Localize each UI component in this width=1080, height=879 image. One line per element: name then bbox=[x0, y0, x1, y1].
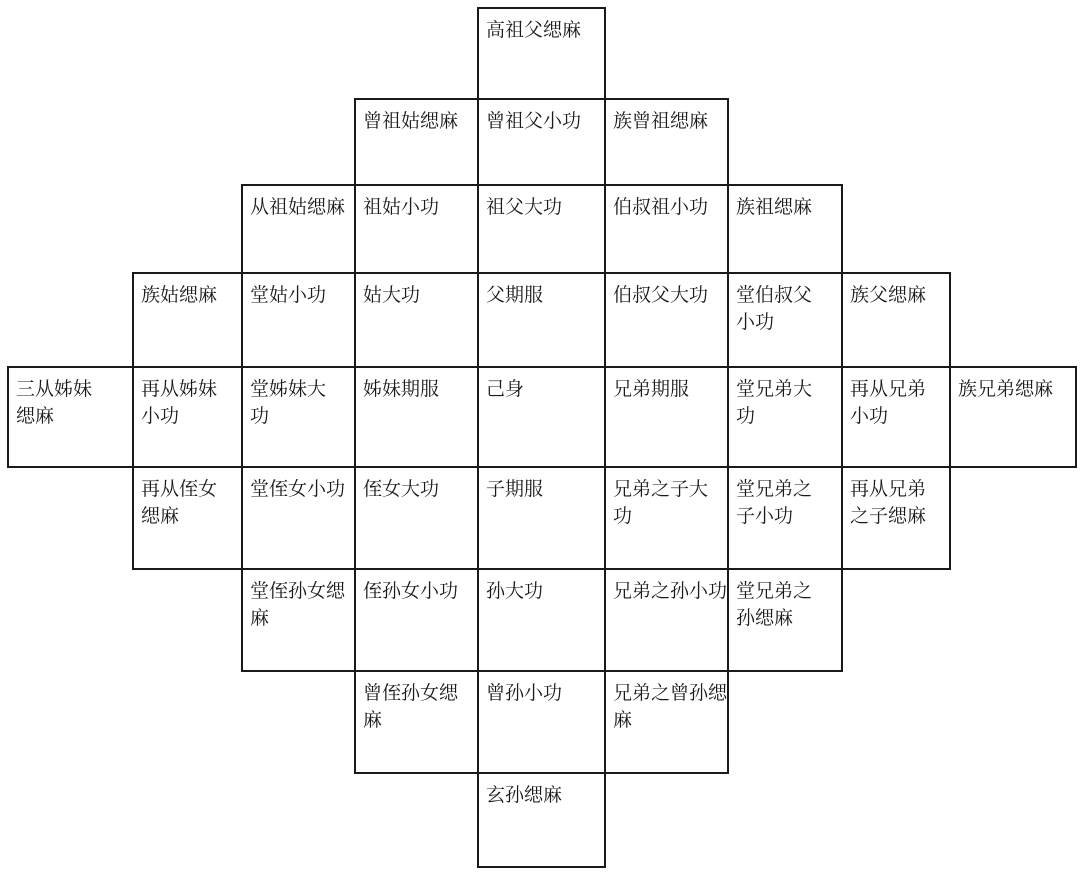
kinship-label: 兄弟之子大 功 bbox=[613, 478, 709, 527]
kinship-label: 姊妹期服 bbox=[363, 378, 440, 400]
kinship-label: 兄弟之孙小功 bbox=[613, 580, 728, 602]
kinship-label: 族兄弟缌麻 bbox=[958, 378, 1054, 400]
kinship-cell bbox=[354, 670, 479, 774]
kinship-cell bbox=[477, 772, 606, 868]
kinship-label: 族祖缌麻 bbox=[736, 196, 813, 218]
kinship-label: 曾祖父小功 bbox=[486, 110, 582, 132]
kinship-label: 堂兄弟大 功 bbox=[736, 378, 813, 427]
kinship-label: 兄弟之曾孙缌 麻 bbox=[613, 682, 728, 731]
kinship-cell bbox=[604, 272, 729, 368]
kinship-label: 族父缌麻 bbox=[850, 284, 927, 306]
kinship-label: 姑大功 bbox=[363, 284, 421, 306]
kinship-label: 父期服 bbox=[486, 284, 544, 306]
kinship-cell bbox=[604, 366, 729, 468]
kinship-cell bbox=[727, 272, 843, 368]
kinship-cell bbox=[841, 466, 951, 570]
kinship-label: 伯叔父大功 bbox=[613, 284, 709, 306]
kinship-cell bbox=[354, 98, 479, 186]
kinship-cell bbox=[477, 670, 606, 774]
kinship-cell bbox=[7, 366, 134, 468]
kinship-cell bbox=[241, 272, 356, 368]
kinship-cell bbox=[132, 466, 243, 570]
kinship-cell bbox=[477, 568, 606, 672]
kinship-label: 族曾祖缌麻 bbox=[613, 110, 709, 132]
kinship-cell bbox=[241, 366, 356, 468]
kinship-label: 堂侄孙女缌 麻 bbox=[250, 580, 346, 629]
kinship-cell bbox=[132, 272, 243, 368]
kinship-cell bbox=[132, 366, 243, 468]
kinship-cell bbox=[841, 366, 951, 468]
kinship-cell bbox=[241, 184, 356, 274]
kinship-cell bbox=[354, 272, 479, 368]
kinship-cell bbox=[477, 98, 606, 186]
kinship-label: 堂姊妹大 功 bbox=[250, 378, 327, 427]
kinship-label: 再从兄弟 之子缌麻 bbox=[850, 478, 927, 527]
kinship-cell bbox=[354, 568, 479, 672]
kinship-cell bbox=[604, 568, 729, 672]
kinship-label: 三从姊妹 缌麻 bbox=[16, 378, 93, 427]
kinship-label: 曾侄孙女缌 麻 bbox=[363, 682, 459, 731]
kinship-cell bbox=[727, 184, 843, 274]
kinship-label: 堂姑小功 bbox=[250, 284, 327, 306]
kinship-label: 堂伯叔父 小功 bbox=[736, 284, 813, 333]
kinship-cell bbox=[949, 366, 1077, 468]
kinship-label: 己身 bbox=[486, 378, 525, 400]
kinship-cell bbox=[604, 98, 729, 186]
kinship-label: 再从侄女 缌麻 bbox=[141, 478, 218, 527]
kinship-label: 堂兄弟之 孙缌麻 bbox=[736, 580, 813, 629]
kinship-cell bbox=[477, 184, 606, 274]
kinship-cell bbox=[241, 568, 356, 672]
kinship-label: 从祖姑缌麻 bbox=[250, 196, 346, 218]
kinship-label: 祖姑小功 bbox=[363, 196, 440, 218]
kinship-cell bbox=[727, 466, 843, 570]
kinship-cell bbox=[604, 466, 729, 570]
kinship-label: 孙大功 bbox=[486, 580, 544, 602]
kinship-cell bbox=[241, 466, 356, 570]
kinship-label: 堂侄女小功 bbox=[250, 478, 346, 500]
kinship-label: 高祖父缌麻 bbox=[486, 19, 582, 41]
kinship-cell bbox=[727, 568, 843, 672]
kinship-label: 再从姊妹 小功 bbox=[141, 378, 218, 427]
kinship-label: 伯叔祖小功 bbox=[613, 196, 709, 218]
kinship-label: 再从兄弟 小功 bbox=[850, 378, 927, 427]
kinship-cell bbox=[727, 366, 843, 468]
kinship-label: 侄孙女小功 bbox=[363, 580, 459, 602]
kinship-label: 兄弟期服 bbox=[613, 378, 690, 400]
kinship-cell bbox=[604, 670, 729, 774]
kinship-label: 侄女大功 bbox=[363, 478, 440, 500]
kinship-cell bbox=[354, 184, 479, 274]
kinship-label: 堂兄弟之 子小功 bbox=[736, 478, 813, 527]
kinship-cell bbox=[354, 466, 479, 570]
kinship-label: 族姑缌麻 bbox=[141, 284, 218, 306]
kinship-cell bbox=[477, 7, 606, 100]
kinship-label: 玄孙缌麻 bbox=[486, 784, 563, 806]
kinship-cell bbox=[477, 366, 606, 468]
kinship-cell bbox=[604, 184, 729, 274]
kinship-label: 子期服 bbox=[486, 478, 544, 500]
kinship-cell bbox=[354, 366, 479, 468]
kinship-label: 曾祖姑缌麻 bbox=[363, 110, 459, 132]
kinship-cell bbox=[841, 272, 951, 368]
kinship-cell bbox=[477, 272, 606, 368]
kinship-label: 祖父大功 bbox=[486, 196, 563, 218]
kinship-label: 曾孙小功 bbox=[486, 682, 563, 704]
kinship-cell bbox=[477, 466, 606, 570]
